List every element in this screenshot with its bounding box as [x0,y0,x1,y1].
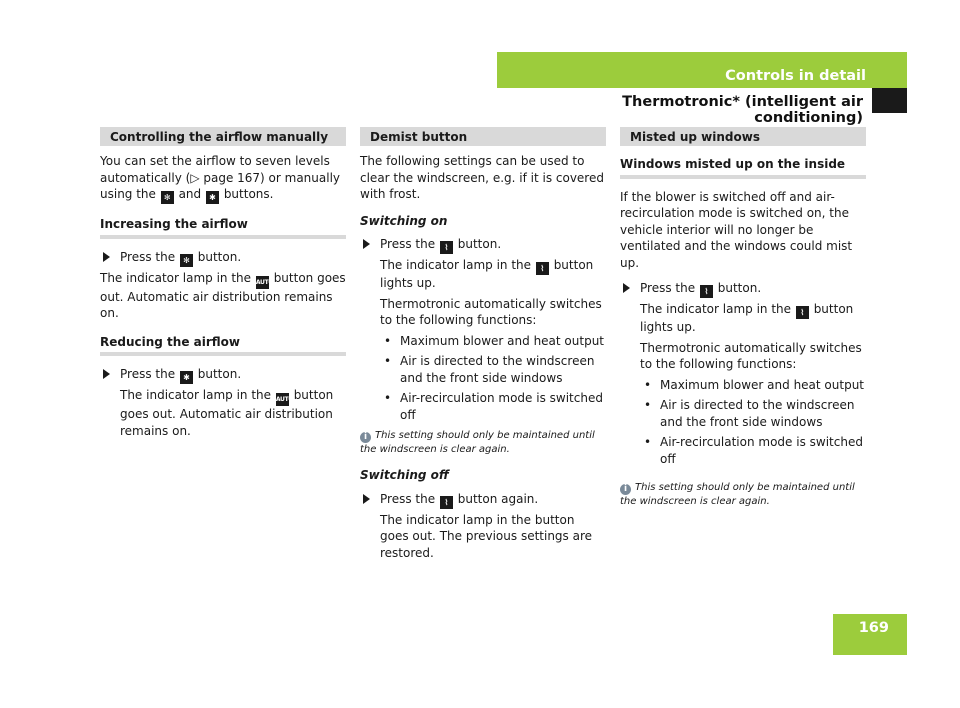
demist-icon: ⌇ [536,262,549,275]
heading-misted-inside: Windows misted up on the inside [620,157,846,171]
info-note: i This setting should only be maintained until the windscreen is clear again. [620,482,855,507]
step-reduce: Press the ✱ button. [100,366,346,384]
triangle-right-icon [623,283,630,293]
heading-switching-on: Switching on [360,213,448,228]
bullet-icon: • [384,354,392,368]
info-icon: i [620,484,631,495]
list-item: • Maximum blower and heat output [644,377,865,392]
section-heading-demist: Demist button [360,127,606,146]
demist-icon: ⌇ [700,285,713,298]
reduce-result: The indicator lamp in the AUTO button goes out. Automatic air distribution remains on. [120,388,334,438]
auto-icon: AUTO [256,276,269,289]
column-demist [360,127,606,565]
section-title: Controls in detail [725,68,866,84]
step-switch-off: Press the ⌇ button again. [360,491,606,509]
bullet-icon: • [644,398,652,412]
fan-decrease-icon: ✱ [180,371,193,384]
increase-result: The indicator lamp in the AUTO button goes out. Automatic air distribution remains on. [100,270,346,320]
triangle-right-icon [363,494,370,504]
section-heading-misted: Misted up windows [620,127,866,146]
header-tab-marker [872,88,907,113]
info-icon: i [360,432,371,443]
step-switch-on: Press the ⌇ button. [360,236,606,254]
list-item: • Air is directed to the windscreen and the front side windows [384,354,595,385]
demist-indicator-on: The indicator lamp in the ⌇ button lights up. [380,258,594,290]
demist-icon: ⌇ [440,496,453,509]
auto-icon: AUTO [276,393,289,406]
info-note: i This setting should only be maintained until the windscreen is clear again. [360,430,595,455]
list-item: • Air is directed to the windscreen and the front side windows [644,398,855,429]
page-number: 169 [858,620,889,636]
heading-switching-off: Switching off [360,468,449,482]
demist-icon: ⌇ [796,306,809,319]
step-press-demist: Press the ⌇ button. [620,280,866,298]
demist-intro: The following settings can be used to clear the windscreen, e.g. if it is covered with frost. [360,154,604,201]
page-subtitle: Thermotronic* (intelligent air conditioning) [622,94,863,126]
airflow-intro: You can set the airflow to seven levels automatically (▷ page 167) or manually using the ✻ and ✱ buttons. [100,154,341,202]
bullet-icon: • [644,435,652,449]
triangle-right-icon [363,239,370,249]
step-increase: Press the ✻ button. [100,249,346,267]
heading-increase-airflow: Increasing the airflow [100,217,248,231]
fan-increase-icon: ✻ [180,254,193,267]
misted-auto-functions: Thermotronic automatically switches to the following functions: [640,340,862,371]
misted-intro: If the blower is switched off and air-recirculation mode is switched on, the vehicle interior will no longer be ventilated and the windows could mist up. [620,189,853,270]
demist-auto-functions: Thermotronic automatically switches to the following functions: [380,296,602,327]
heading-rule [620,175,866,179]
list-item: • Maximum blower and heat output [384,333,605,348]
column-airflow [100,127,346,443]
triangle-right-icon [103,252,110,262]
demist-icon: ⌇ [440,241,453,254]
fan-decrease-icon: ✱ [206,191,219,204]
bullet-icon: • [384,391,392,405]
list-item: • Air-recirculation mode is switched off [644,435,863,466]
bullet-icon: • [384,333,392,348]
fan-increase-icon: ✻ [161,191,174,204]
triangle-right-icon [103,369,110,379]
misted-indicator: The indicator lamp in the ⌇ button lights up. [640,302,854,334]
heading-rule [100,352,346,356]
heading-reduce-airflow: Reducing the airflow [100,334,240,349]
list-item: • Air-recirculation mode is switched off [384,391,603,422]
demist-indicator-off: The indicator lamp in the button goes out. The previous settings are restored. [380,512,593,560]
heading-rule [100,235,346,239]
bullet-icon: • [644,377,652,392]
section-heading-airflow: Controlling the airflow manually [100,127,346,146]
column-misted-windows [620,127,866,519]
